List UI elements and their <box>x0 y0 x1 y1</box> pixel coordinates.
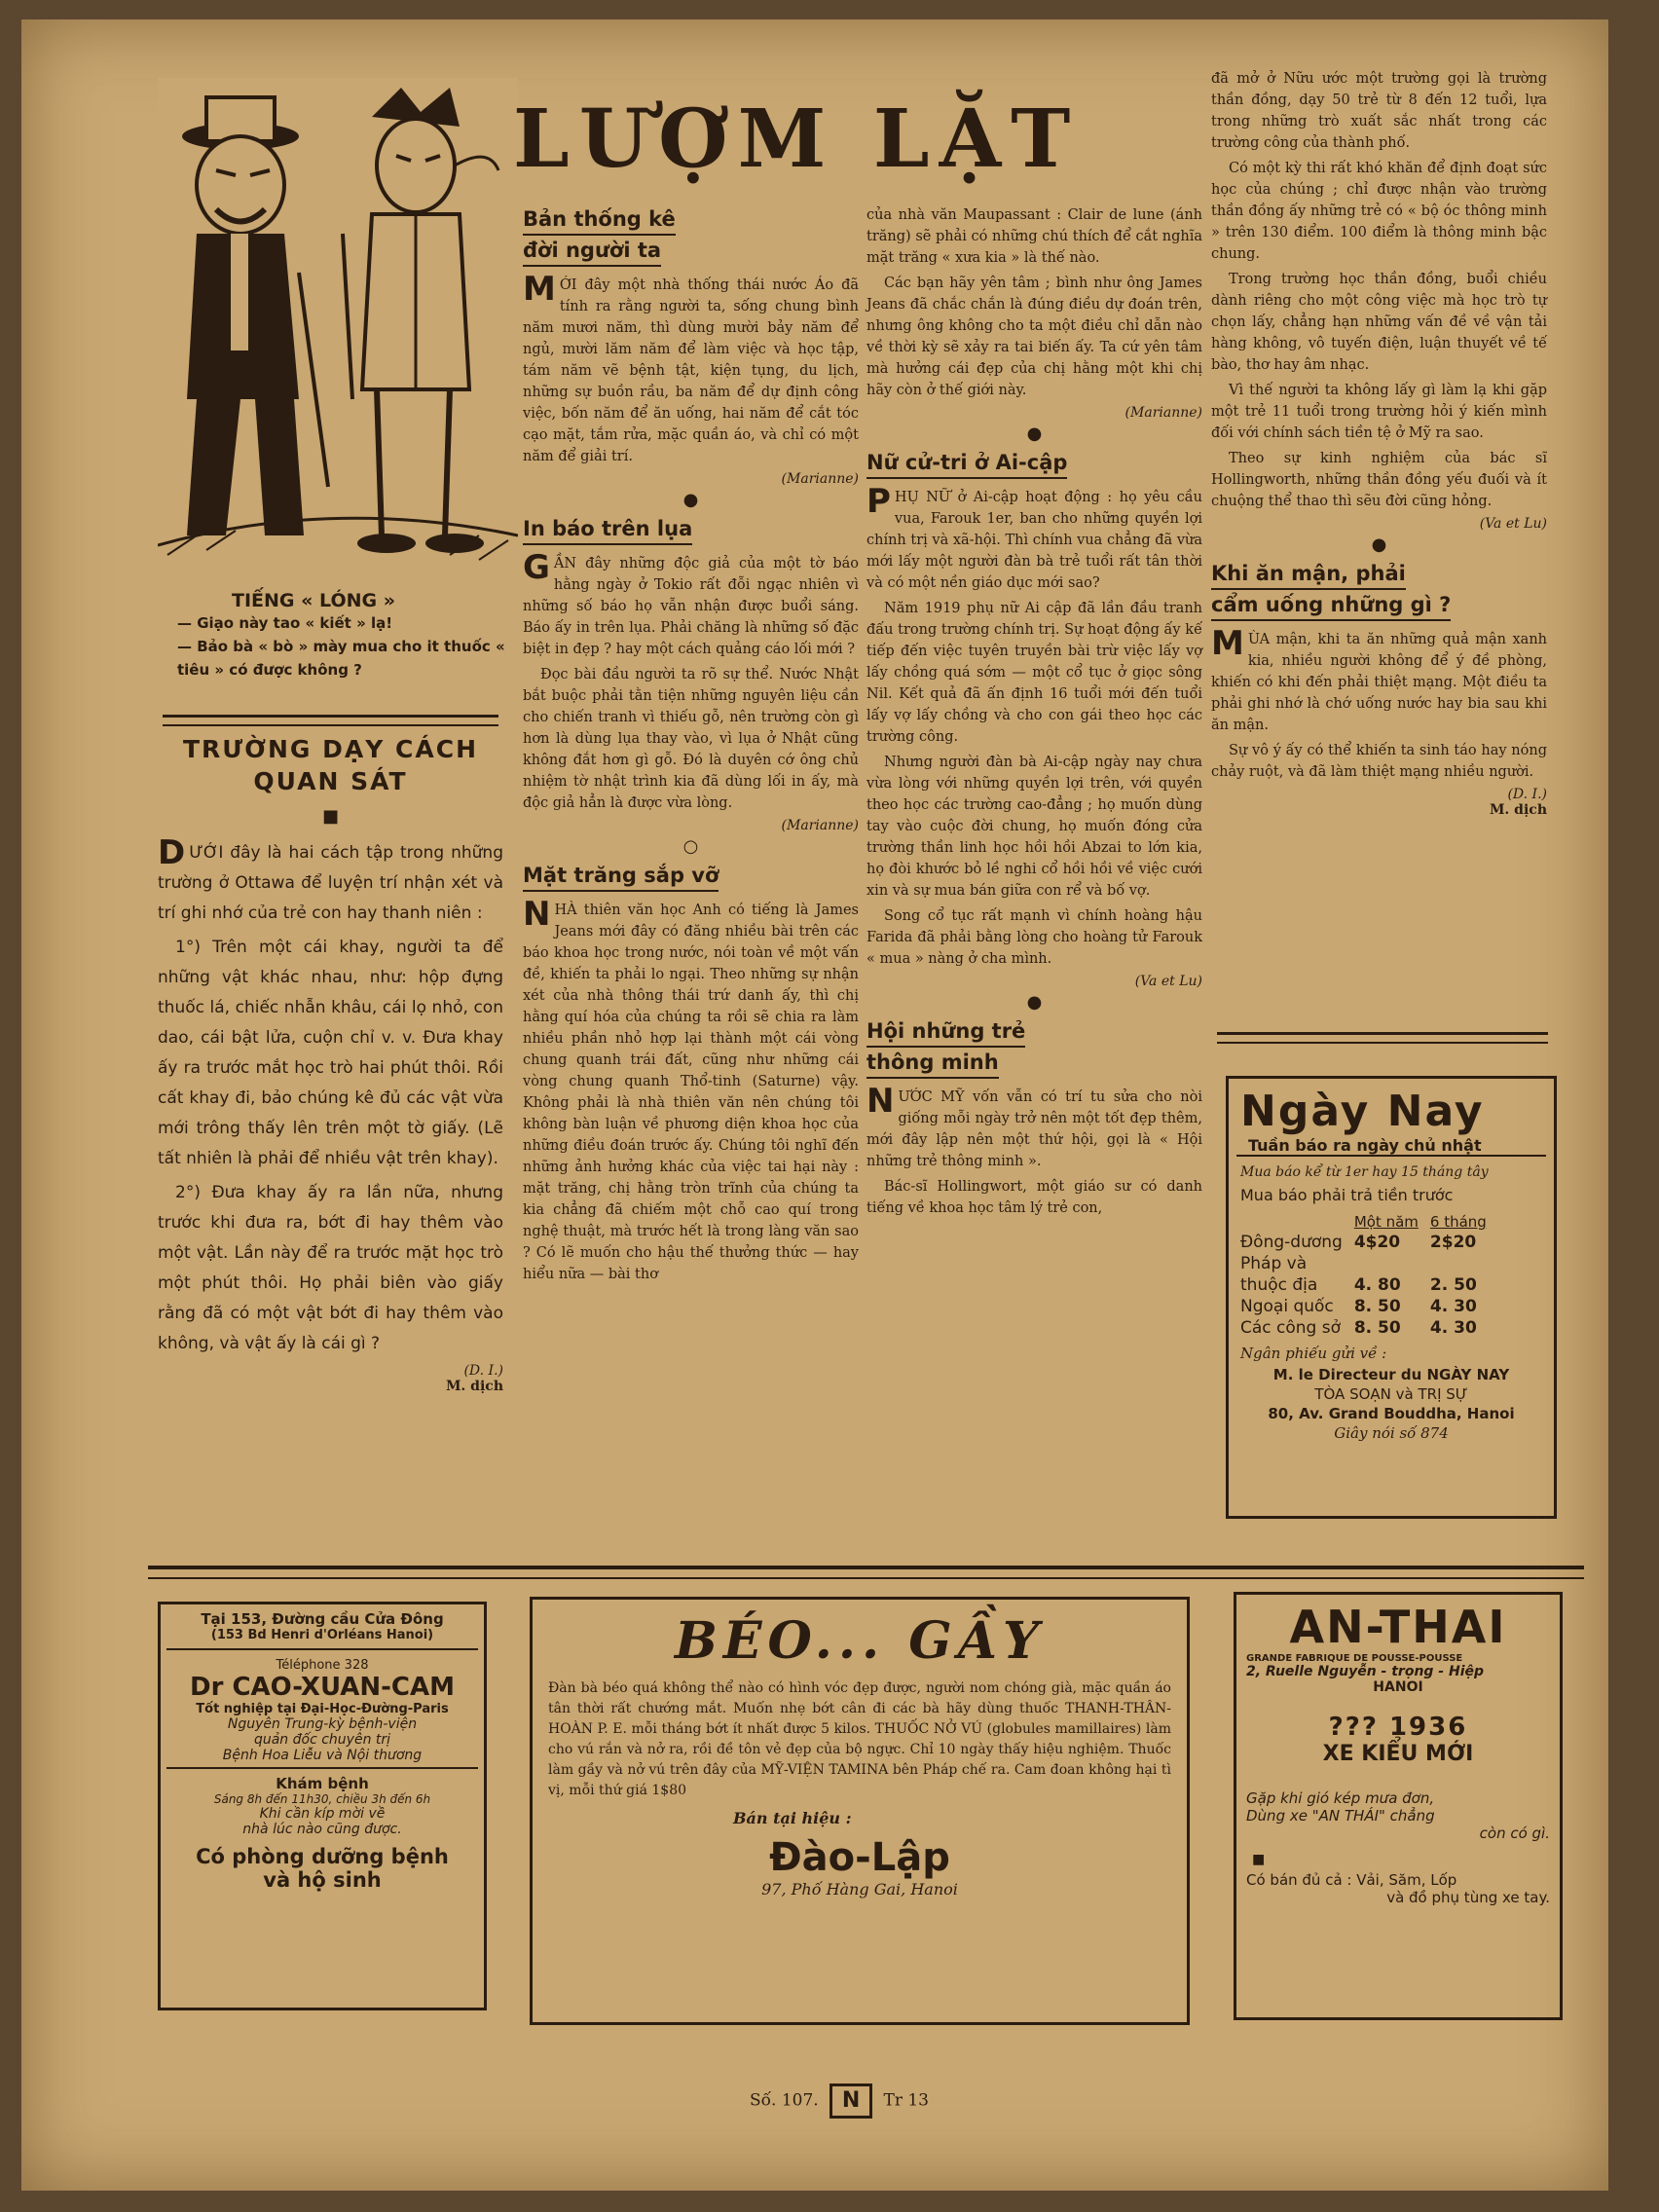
price-table <box>1235 1212 1493 1339</box>
ad-line: Có bán đủ cả : Vải, Săm, Lốp <box>1246 1871 1457 1889</box>
price-row: Các công sở 8. 50 4. 30 <box>1240 1318 1477 1338</box>
ad-line: Tốt nghiệp tại Đại-Học-Đường-Paris <box>196 1702 449 1716</box>
article-title-line2: QUAN SÁT <box>253 767 408 795</box>
cartoon-image <box>158 78 518 584</box>
article-signature: (Va et Lu) <box>1479 516 1547 532</box>
article-signature: (Marianne) <box>781 471 859 487</box>
bullet-mark: ● <box>1026 424 1043 444</box>
section-divider <box>163 715 498 726</box>
price-row: Đông-dương 4$20 2$20 <box>1240 1233 1477 1252</box>
column-header: 6 tháng <box>1429 1213 1487 1231</box>
article-title-line1: TRƯỜNG DẠY CÁCH <box>182 735 479 763</box>
price-row: Ngoại quốc 8. 50 4. 30 <box>1240 1297 1477 1316</box>
column-4 <box>1211 68 1547 818</box>
cartoon-caption-line2: — Bảo bà « bò » mày mua cho it thuốc « tiêu » có được không ? <box>177 638 505 679</box>
article-title-line2: đời người ta <box>523 236 661 267</box>
ad-line: Có phòng dưỡng bệnh <box>196 1845 449 1868</box>
cartoon-caption-line1: — Giạo này tao « kiết » lạ! <box>177 614 393 632</box>
bullet-mark: ● <box>1371 535 1387 555</box>
article-paragraph: Năm 1919 phụ nữ Ai cập đã lần đầu tranh đấu trong trường chính trị. Sự hoạt động ấy kế tiếp đến việc tuyên truyền bài trừ việc lấy vợ lấy chồng quá sớm — một cổ tục ở giọc sông Nil. Kết quả đã ấn định 16 tuổi mới đến tuổi lấy vợ lấy chồng và cho con gái theo học các trường công. <box>866 601 1202 745</box>
ad-telephone: Téléphone 328 <box>276 1658 369 1673</box>
article-paragraph: của nhà văn Maupassant : Clair de lune (ánh trăng) sẽ phải có những chú thích để cắt nghĩa mặt trăng « xưa kia » là thế nào. <box>866 207 1202 266</box>
article-truong-day-cach-quan-sat <box>158 735 503 1394</box>
article-paragraph: 2°) Đưa khay ấy ra lần nữa, nhưng trước khi đưa ra, bớt đi hay thêm vào một vật. Lần này để ra trước mặt học trò một phút thôi. Họ phải biên vào giấy rằng đã có một vật bớt đi hay thêm vào không, và vật ấy là cái gì ? <box>158 1183 503 1353</box>
article-khi-an-man <box>1211 559 1547 818</box>
ad-line: XE KIỂU MỚI <box>1322 1742 1474 1766</box>
ad-line: nhà lúc nào cũng được. <box>242 1822 402 1837</box>
ad-line: quản đốc chuyên trị <box>253 1732 391 1748</box>
ad-line: Sáng 8h đến 11h30, chiều 3h đến 6h <box>213 1792 431 1806</box>
ad-body: Đàn bà béo quá không thể nào có hình vóc đẹp được, người nom chóng già, mặc quần áo tân thời rất chướng mắt. Muốn nhẹ bớt cân đi các bà hãy dùng thuốc THANH-THÂN-HOÀN P. E. mỗi tháng bớt ít nhất được 5 kilos. THUỐC NỞ VÚ (globules mamillaires) làm cho vú rắn và nở ra, rồi đề tôn vẻ đẹp của bộ ngực. Chỉ 10 ngày thấy hiệu nghiệm. Thuốc làm gầy và nở vú trên đây của MỸ-VIỆN TAMINA bên Pháp chế ra. Cam đoan không hại tì vị, mỗi thứ giá 1$80 <box>548 1680 1171 1798</box>
article-paragraph: MÙA mận, khi ta ăn những quả mận xanh kia, nhiều người không để ý đề phòng, khiến có khi đến phải thiệt mạng. Một điều ta phải ghi nhớ là chớ uống nước hay bia sau khi ăn mận. <box>1211 624 1547 733</box>
article-paragraph: đã mở ở Nữu ước một trường gọi là trường thần đồng, dạy 50 trẻ từ 8 đến 12 tuổi, lựa trong những trò xuất sắc nhất trong các trường công của thành phố. <box>1211 71 1547 151</box>
article-signature: (Marianne) <box>1124 405 1202 421</box>
article-signature: (D. I.) <box>463 1363 503 1379</box>
ngay-nay-title: Ngày Nay <box>1240 1087 1485 1136</box>
ad-line: HANOI <box>1373 1679 1423 1695</box>
ad-line: (153 Bd Henri d'Orléans Hanoi) <box>166 1628 478 1650</box>
newspaper-page <box>21 19 1608 2191</box>
ad-dr-cao-xuan-cam <box>158 1602 487 2010</box>
price-table-header <box>1235 1212 1493 1232</box>
ad-line: 2, Ruelle Nguyễn - trọng - Hiệp <box>1246 1664 1485 1679</box>
column-2 <box>523 204 859 1289</box>
article-paragraph: GẦN đây những độc giả của một tờ báo hằng ngày ở Tokio rất đỗi ngạc nhiên vì những số báo họ vẫn nhận được buổi sáng. Báo ấy in trên lụa. Phải chăng là những số đặc biệt in đẹp ? hay một cách quảng cáo lối mới ? <box>523 548 859 657</box>
article-title-line1: Hội những trẻ <box>866 1016 1025 1048</box>
ngay-nay-logo-icon: N <box>830 2083 872 2119</box>
cartoon-caption-title: TIẾNG « LÓNG » <box>232 590 395 611</box>
ad-shop-name: Đào-Lập <box>769 1835 950 1880</box>
article-paragraph: DƯỚI đây là hai cách tập trong những trường ở Ottawa để luyện trí nhận xét và trí ghi nhớ của trẻ con hay thanh niên : <box>158 833 503 923</box>
article-title: Nữ cử-tri ở Ai-cập <box>866 448 1067 479</box>
article-signature: (D. I.) <box>1507 787 1547 802</box>
article-paragraph: MỚI đây một nhà thống thái nước Áo đã tính ra rằng người ta, sống chung bình năm mươi năm, thì dùng mười bảy năm để ngủ, mười lăm năm để làm việc và học tập, tám năm vẽ bệnh tật, kiện tụng, du lịch, những sự buồn rầu, ba năm để dự định công việc, bốn năm để ăn uống, hai năm để cắt tóc cạo mặt, tắm rửa, mặc quần áo, và chỉ có một năm để giải trí. <box>523 270 859 464</box>
subscription-note: Mua báo phải trả tiền trước <box>1240 1186 1454 1204</box>
article-paragraph: Đọc bài đầu người ta rõ sự thể. Nước Nhật bắt buộc phải tằn tiện những nguyên liệu cần cho chiến tranh vì thiếu gỗ, nên trường còn gì hơn là dùng lụa thay vào, vì lụa ở Nhật cũng không đắt hơn gì gỗ. Đó là duyên cớ ông chủ nhiệm tờ nhật trình kia đã dùng lối in ấy, mà độc giả hẳn là được vừa lòng. <box>523 667 859 811</box>
article-title-line2: cẩm uống những gì ? <box>1211 590 1451 621</box>
article-in-bao-tren-lua <box>523 514 859 833</box>
price-row: Pháp và <box>1240 1254 1308 1273</box>
article-paragraph: Theo sự kinh nghiệm của bác sĩ Hollingworth, những thần đồng yếu đuối và ít chuộng thể thao thì sẽu đời cũng hỏng. <box>1211 451 1547 509</box>
phone-line: Giây nói số 874 <box>1334 1424 1449 1442</box>
address-line: M. le Directeur du NGÀY NAY <box>1272 1366 1510 1383</box>
article-title-line1: Khi ăn mận, phải <box>1211 559 1406 590</box>
article-paragraph: Có một kỳ thi rất khó khăn để định đoạt sức học của chúng ; chỉ được nhận vào trường thần đồng ấy những trẻ có « bộ óc thông minh » trên 130 điểm. 100 điểm là thông minh bậc chung. <box>1211 161 1547 262</box>
ad-line: Khi cần kíp mời về <box>259 1806 386 1822</box>
article-translator: M. dịch <box>445 1379 503 1394</box>
ngay-nay-subtitle: Tuần báo ra ngày chủ nhật <box>1236 1136 1546 1157</box>
address-line: 80, Av. Grand Bouddha, Hanoi <box>1268 1405 1515 1422</box>
section-divider <box>1217 1032 1548 1044</box>
cartoon-caption <box>177 590 508 682</box>
subscription-note: Mua báo kể từ 1er hay 15 tháng tây <box>1240 1164 1489 1180</box>
ngay-nay-subscription-box <box>1226 1076 1557 1519</box>
bullet-mark: ● <box>1026 992 1043 1013</box>
ad-line: và hộ sinh <box>263 1868 382 1892</box>
column-3 <box>866 204 1202 1223</box>
ad-line: Bệnh Hoa Liễu và Nội thương <box>166 1748 478 1769</box>
ad-ban-label: Bán tại hiệu : <box>733 1809 852 1827</box>
ngan-phieu-label: Ngân phiếu gửi về : <box>1240 1345 1387 1362</box>
ad-doctor-name: Dr CAO-XUAN-CAM <box>189 1673 456 1702</box>
article-mat-trang-sap-vo <box>523 861 859 1285</box>
bullet-mark: ○ <box>682 836 699 857</box>
cartoon-illustration <box>158 78 518 584</box>
article-ban-thong-ke <box>523 204 859 487</box>
article-translator: M. dịch <box>1489 802 1547 818</box>
ad-line: GRANDE FABRIQUE DE POUSSE-POUSSE <box>1246 1653 1463 1664</box>
ad-shop-address: 97, Phố Hàng Gai, Hanoi <box>761 1880 958 1899</box>
ad-line: Tại 153, Đường cầu Cửa Đông <box>201 1610 444 1628</box>
article-signature: (Marianne) <box>781 818 859 833</box>
article-paragraph: Vì thế người ta không lấy gì làm lạ khi gặp một trẻ 11 tuổi trong trường hỏi ý kiến mình đối với chính sách tiền tệ ở Mỹ ra sao. <box>1211 383 1547 441</box>
article-title: In báo trên lụa <box>523 514 692 545</box>
ad-an-thai <box>1234 1592 1563 2020</box>
article-title-line2: thông minh <box>866 1048 999 1079</box>
ad-line: ??? 1936 <box>1328 1713 1468 1742</box>
article-signature: (Va et Lu) <box>1134 974 1202 989</box>
page-footer <box>693 2083 985 2119</box>
ad-line: và đồ phụ tùng xe tay. <box>1386 1889 1550 1906</box>
bullet-mark: ● <box>682 490 699 510</box>
page-number: Tr 13 <box>883 2090 930 2111</box>
article-title-line1: Bản thống kê <box>523 204 676 236</box>
article-nu-cu-tri <box>866 448 1202 989</box>
ad-line: Dùng xe "AN THÁI" chẳng <box>1246 1807 1435 1825</box>
page-title: LƯỢM LẶT <box>513 92 1081 186</box>
article-paragraph: 1°) Trên một cái khay, người ta để những vật khác nhau, như: hộp đựng thuốc lá, chiếc nhẫn khâu, cái lọ nhỏ, con dao, cái bật lửa, cuộn chỉ v. v. Đưa khay ấy ra trước mắt học trò hai phút thôi. Rồi cất khay đi, bảo chúng kê đủ các vật vừa mới trông thấy lên trên một tờ giấy. (Lẽ tất nhiên là phải để nhiều vật trên khay). <box>158 938 503 1168</box>
bullet-mark: ■ <box>321 806 339 827</box>
ad-line: Khám bệnh <box>276 1775 369 1792</box>
ad-title: AN-THAI <box>1289 1601 1507 1653</box>
article-paragraph: Bác-sĩ Hollingwort, một giáo sư có danh tiếng về khoa học tâm lý trẻ con, <box>866 1179 1202 1216</box>
article-title: Mặt trăng sắp vỡ <box>523 861 719 892</box>
price-row: thuộc địa 4. 80 2. 50 <box>1240 1275 1477 1295</box>
article-hoi-nhung-tre-thong-minh <box>866 1016 1202 1219</box>
ads-divider <box>148 1566 1584 1579</box>
ad-line: Gặp khi gió kép mưa đơn, <box>1246 1789 1435 1807</box>
address-line: TÒA SOẠN và TRỊ SỰ <box>1314 1385 1468 1403</box>
ad-line: Nguyên Trung-kỳ bệnh-viện <box>227 1716 418 1732</box>
ad-beo-gay <box>530 1597 1190 2025</box>
article-paragraph: Các bạn hãy yên tâm ; bình như ông James Jeans đã chắc chắn là đúng điều dự đoán trên, nhưng ông không cho ta một điều chỉ dẫn nào về thời kỳ sẽ xảy ra tai biến ấy. Ta cứ yên tâm mà hưởng cái đẹp của chị hằng một khi chị hãy còn ở thế giới này. <box>866 276 1202 398</box>
article-paragraph: NHÀ thiên văn học Anh có tiếng là James Jeans mới đây có đăng nhiều bài trên các báo khoa học trong nước, nói toàn về một vấn đề, khiến ta phải lo ngại. Theo những sự nhận xét của nhà thông thái trứ danh ấy, thì chị hằng quí hóa của chúng ta rồi sẽ chia ra làm nhiều phần nhỏ hợp lại thành một cái vòng chung quanh trái đất, cũng như những cái vòng chung quanh Thổ-tinh (Saturne) vậy. Không phải là nhà thiên văn nên chúng tôi không bàn luận về phương diện khoa học của những điều đoán trước ấy. Chúng tôi nghĩ đến những ảnh hưởng khác của việc tai hại này : mặt trăng, chị hằng tròn trĩnh của chúng ta kia chẳng đã chiếm một chỗ cao quí trong nghệ thuật, mà trước hết là trong làng văn sao ? Có lẽ muốn cho hậu thế thưởng thức — hay hiểu nữa — bài thơ <box>523 895 859 1282</box>
article-paragraph: Sự vô ý ấy có thể khiến ta sinh táo hay nóng chảy ruột, và đã làm thiệt mạng nhiều người. <box>1211 743 1547 780</box>
article-paragraph: NƯỚC MỸ vốn vẫn có trí tu sửa cho nòi giống mỗi ngày trở nên một tốt đẹp thêm, mới đây lập nên một thứ hội, gọi là « Hội những trẻ thông minh ». <box>866 1082 1202 1169</box>
column-header: Một năm <box>1353 1213 1419 1231</box>
article-paragraph: Nhưng người đàn bà Ai-cập ngày nay chưa vừa lòng với những quyền lợi trên, với quyền theo học các trường cao-đẳng ; họ muốn dùng tay vào cuộc đời chung, họ muốn đóng cửa trường thần linh học hồi hồi Abzai to lớn kia, họ đòi khước bỏ lề nghi cổ hồi hồi về việc cưới xin và sự mua bán giữa con rể và bố vợ. <box>866 755 1202 899</box>
bullet-mark: ■ <box>1252 1852 1266 1867</box>
article-paragraph: Trong trường học thần đồng, buổi chiều dành riêng cho một công việc mà học trò tự chọn lấy, chẳng hạn những vấn đề về vận tải hàng không, vô tuyến điện, luận thuyết về tế bào, thơ hay âm nhạc. <box>1211 272 1547 373</box>
issue-number: Số. 107. <box>749 2090 819 2111</box>
ad-title: BÉO... GẦY <box>674 1611 1046 1671</box>
article-paragraph: PHỤ NỮ ở Ai-cập hoạt động : họ yêu cầu vua, Farouk 1er, ban cho những quyền lợi chính trị và xã-hội. Thì chính vua chẳng đã vừa mới lấy một người đàn bà trẻ tuổi rất tân thời và có một nền giáo dục mới sao? <box>866 482 1202 591</box>
article-paragraph: Song cổ tục rất mạnh vì chính hoàng hậu Farida đã phải bằng lòng cho hoàng tử Farouk « mua » nàng ở cha mình. <box>866 908 1202 967</box>
ad-line: còn có gì. <box>1479 1825 1550 1842</box>
